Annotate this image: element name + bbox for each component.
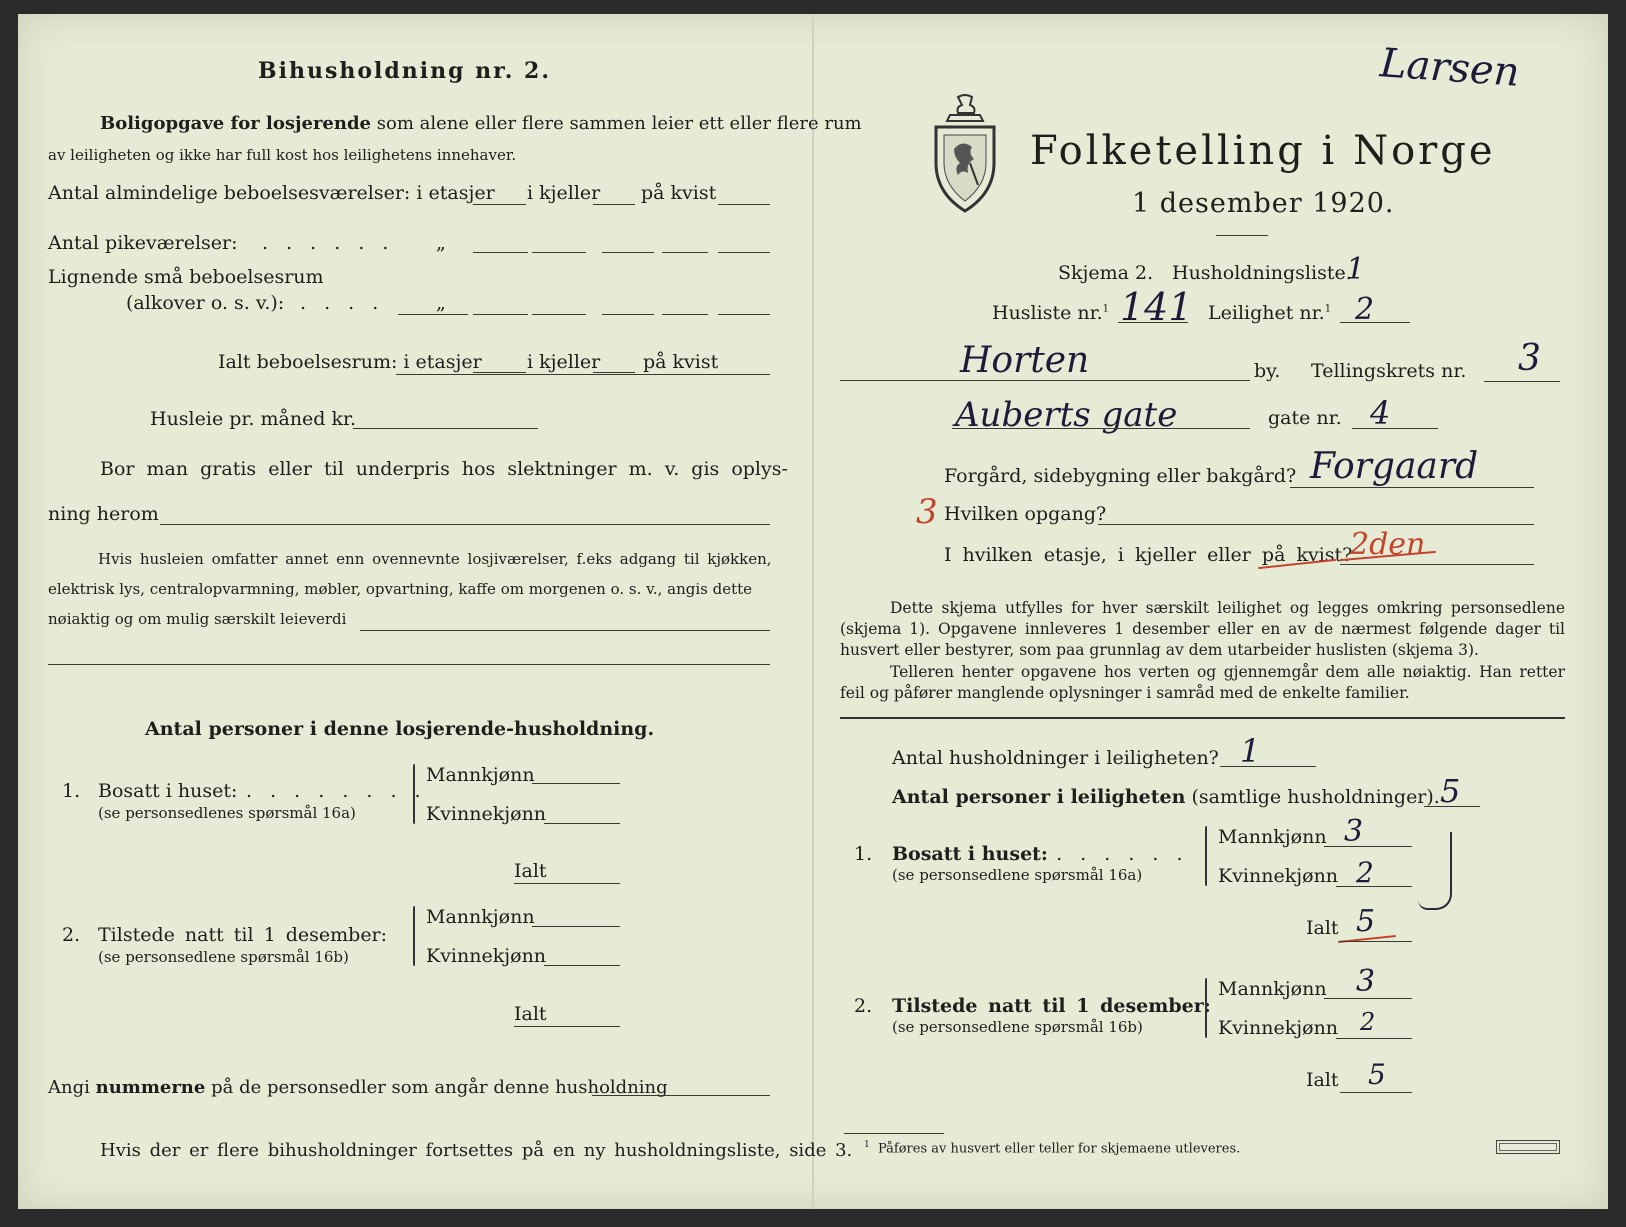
right-q2-mann-line[interactable] [1324,998,1412,999]
tellingskrets-value: 3 [1518,338,1541,379]
gate-line[interactable] [952,428,1250,429]
skjema-label: Skjema 2. [1058,262,1154,284]
left-q2-mann-line[interactable] [532,926,620,927]
leilighet-line[interactable] [1340,322,1410,323]
leieverdi-line-2[interactable] [48,664,770,665]
left-q1-brace [413,764,415,824]
left-q1-ialt-line[interactable] [514,883,620,884]
gratis-line[interactable] [160,524,770,525]
by-value: Horten [960,340,1090,381]
right-q1-kvinne-value: 2 [1356,856,1374,889]
right-q1-ialt-value: 5 [1356,904,1376,939]
angi-rest: på de personsedler som angår denne husholdning [211,1077,668,1098]
left-q1-mann-line[interactable] [532,783,620,784]
lignende-line-2: (alkover o. s. v.): [126,292,285,314]
rooms-kjeller-label: i kjeller [527,182,601,204]
angi-pre: Angi [48,1077,90,1098]
right-q1-label: Bosatt i huset: [892,843,1048,865]
tally-mark [1418,832,1452,910]
pike-dots: . . . . . . [262,232,395,254]
right-q2-kvinne-line[interactable] [1336,1038,1412,1039]
info-paragraph-2: Telleren henter opgavene hos verten og gjennemgår dem alle nøiaktig. Han retter feil og påfører manglende oplysninger i samråd med de enkelte familier. [840,663,1565,702]
left-title: Bihusholdning nr. 2. [258,58,551,84]
ialt-etasjer-line[interactable] [473,372,526,373]
left-footer: Hvis der er flere bihusholdninger fortsettes på en ny husholdningsliste, side 3. [100,1140,853,1161]
right-q2-mann-label: Mannkjønn [1218,978,1327,1000]
intro-rest: som alene eller flere sammen leier ett eller flere rum [376,113,862,134]
antal-pers-value: 5 [1440,772,1461,810]
right-q2-num: 2. [854,995,873,1017]
right-q1-ialt-label: Ialt [1306,917,1339,939]
antal-pers-rest: (samtlige husholdninger). [1191,786,1440,808]
left-q1-mann-label: Mannkjønn [426,764,535,786]
gate-value: Auberts gate [955,395,1178,435]
ialt-kjeller-line[interactable] [593,372,635,373]
printer-stamp [1496,1140,1560,1154]
forgaard-label: Forgård, sidebygning eller bakgård? [944,465,1297,487]
right-q1-dots: . . . . . . . [1032,843,1189,865]
etasje-line[interactable] [1340,564,1534,565]
husholdningsliste-label: Husholdningsliste. [1172,262,1352,284]
lignende-line-1: Lignende små beboelsesrum [48,266,324,288]
right-date: 1 desember 1920. [1132,188,1395,219]
husliste-value: 141 [1120,285,1193,329]
right-q1-num: 1. [854,843,873,865]
left-q2-kvinne-label: Kvinnekjønn [426,945,547,967]
antal-pers-bold: Antal personer i leiligheten [892,786,1186,808]
pike-kvist-line-a[interactable] [602,252,654,253]
ialt-rooms-underline [396,374,770,375]
gratis-line-1: Bor man gratis eller til underpris hos slektninger m. v. gis oplys- [100,458,788,480]
rooms-kvist-line[interactable] [718,204,770,205]
forgaard-value: Forgaard [1310,446,1479,487]
lignende-ditto-line [398,314,468,315]
gratis-line-2: ning herom [48,503,159,525]
leieverdi-line[interactable] [360,630,770,631]
right-q1-mann-line[interactable] [1324,846,1412,847]
etasje-label: I hvilken etasje, i kjeller eller på kvist? [944,544,1353,566]
right-q2-ialt-value: 5 [1368,1058,1386,1091]
husliste-line[interactable] [1118,322,1188,323]
left-q2-ialt-line[interactable] [514,1026,620,1027]
opgang-mark: 3 [916,492,938,532]
left-q2-ialt-label: Ialt [514,1003,547,1025]
ialt-rooms-label: Ialt beboelsesrum: i etasjer [218,351,482,373]
leilighet-value: 2 [1355,292,1375,327]
right-q2-ialt-label: Ialt [1306,1069,1339,1091]
intro-line-1 [100,113,862,134]
title-divider [1216,235,1268,236]
antal-hush-line[interactable] [1220,766,1316,767]
right-q2-mann-value: 3 [1356,964,1376,999]
left-q2-kvinne-line[interactable] [544,965,620,966]
coat-of-arms-icon [930,93,1000,215]
rooms-kjeller-line[interactable] [593,204,635,205]
husliste-label: Husliste nr.$^1$ [992,302,1110,324]
right-q1-brace [1205,826,1207,886]
left-q1-kvinne-label: Kvinnekjønn [426,803,547,825]
footnote: $^1$ Påføres av husvert eller teller for skjemaene utleveres. [864,1140,1241,1157]
footnote-text: Påføres av husvert eller teller for skjemaene utleveres. [878,1141,1241,1157]
rooms-etasjer-line[interactable] [473,204,526,205]
right-q2-label: Tilstede natt til 1 desember: [892,995,1211,1017]
husleie-para-line-3: nøiaktig og om mulig særskilt leieverdi [48,610,347,628]
husleie-line[interactable] [353,428,538,429]
left-q2-sub: (se personsedlene spørsmål 16b) [98,948,349,966]
rooms-label: Antal almindelige beboelsesværelser: i etasjer [48,182,495,204]
opgang-line[interactable] [1098,524,1534,525]
gate-nr-value: 4 [1370,394,1391,432]
antal-hush-value: 1 [1240,732,1261,770]
antal-pers-line [892,786,1440,808]
husholdningsliste-value: 1 [1346,252,1366,287]
lignende-kvist-line-c[interactable] [718,314,770,315]
left-q2-num: 2. [62,924,81,946]
left-q2-brace [413,906,415,966]
lignende-kvist-line-a[interactable] [602,314,654,315]
lignende-etasjer-line[interactable] [473,314,528,315]
left-q1-num: 1. [62,780,81,802]
antal-pers-line[interactable] [1424,806,1480,807]
pike-ditto: „ [436,232,446,254]
left-q2-label: Tilstede natt til 1 desember: [98,924,388,946]
right-q2-sub: (se personsedlene spørsmål 16b) [892,1018,1143,1036]
angi-line [48,1077,668,1098]
info-divider [840,717,1565,719]
right-q1-mann-value: 3 [1344,814,1364,849]
husleie-para-line-2: elektrisk lys, centralopvarmning, møbler, opvartning, kaffe om morgenen o. s. v., angis dette [48,580,753,598]
left-q1-label: Bosatt i huset: [98,780,238,802]
antal-hush-label: Antal husholdninger i leiligheten? [892,747,1219,769]
right-q2-kvinne-value: 2 [1360,1008,1376,1036]
tellingskrets-label: Tellingskrets nr. [1311,360,1467,382]
right-q1-ialt-line[interactable] [1340,941,1412,942]
pike-label: Antal pikeværelser: [48,232,238,254]
lignende-dots: . . . . [300,292,385,314]
right-q2-brace [1205,978,1207,1038]
right-q1-kvinne-label: Kvinnekjønn [1218,865,1339,887]
gate-label: gate nr. [1268,407,1342,429]
intro-line-2: av leiligheten og ikke har full kost hos leilighetens innehaver. [48,146,517,164]
etasje-value: 2den [1350,527,1426,562]
tellingskrets-line[interactable] [1484,381,1560,382]
gate-nr-line[interactable] [1352,428,1438,429]
pike-kvist-line-c[interactable] [718,252,770,253]
left-q1-dots: . . . . . . . . [246,780,427,802]
pike-etasjer-line[interactable] [473,252,528,253]
angi-bold: nummerne [95,1077,206,1098]
angi-line-blank[interactable] [592,1095,770,1096]
pike-kvist-line-b[interactable] [662,252,708,253]
by-label: by. [1254,360,1281,382]
leilighet-label: Leilighet nr.$^1$ [1208,302,1332,324]
intro-bold: Boligopgave for losjerende [100,113,372,134]
right-title: Folketelling i Norge [1030,128,1496,174]
pike-kjeller-line[interactable] [532,252,586,253]
lignende-kvist-line-b[interactable] [662,314,708,315]
lignende-ditto: „ [436,292,446,314]
opgang-label: Hvilken opgang? [944,503,1107,525]
signature: Larsen [1378,40,1521,96]
info-paragraph-1: Dette skjema utfylles for hver særskilt leilighet og legges omkring personsedlene (skjema 1). Opgavene innleveres 1 desember eller en av de nærmest følgende dager til husvert eller bestyrer, som paa grunnlag av dem utarbeider huslisten (skjema 3). [840,599,1565,659]
persons-heading: Antal personer i denne losjerende-husholdning. [145,718,655,740]
forgaard-line[interactable] [1290,487,1534,488]
left-q2-mann-label: Mannkjønn [426,906,535,928]
lignende-kjeller-line[interactable] [532,314,586,315]
left-q1-ialt-label: Ialt [514,860,547,882]
husleie-label: Husleie pr. måned kr. [150,408,357,430]
right-q2-ialt-line[interactable] [1340,1092,1412,1093]
ialt-kjeller-label: i kjeller [527,351,601,373]
right-q1-mann-label: Mannkjønn [1218,826,1327,848]
husleie-para-line-1: Hvis husleien omfatter annet enn ovennevnte losjiværelser, f.eks adgang til kjøkken, [98,550,772,568]
left-q1-sub: (se personsedlenes spørsmål 16a) [98,804,356,822]
left-q1-kvinne-line[interactable] [544,823,620,824]
rooms-kvist-label: på kvist [641,182,717,204]
right-q1-kvinne-line[interactable] [1336,886,1412,887]
by-line[interactable] [840,380,1250,381]
right-q2-kvinne-label: Kvinnekjønn [1218,1017,1339,1039]
ialt-kvist-label: på kvist [643,351,719,373]
page-fold [812,14,814,1209]
footnote-rule [844,1133,944,1134]
right-q1-sub: (se personsedlene spørsmål 16a) [892,866,1143,884]
